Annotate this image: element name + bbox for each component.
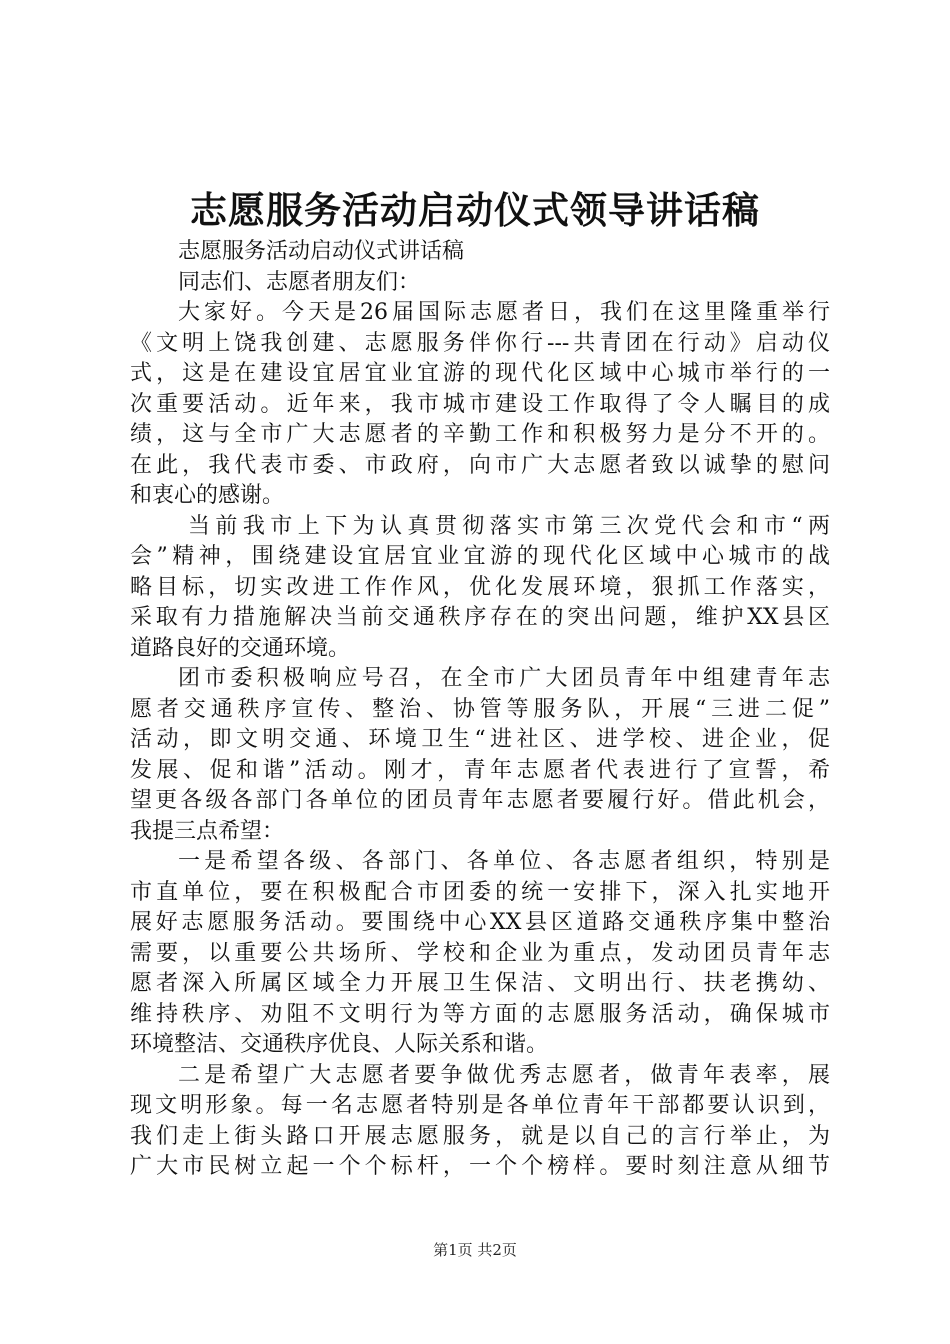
text-line: 大家好。今天是26届国际志愿者日，我们在这里隆重举行: [178, 300, 830, 325]
text-line: 维持秩序、劝阻不文明行为等方面的志愿服务活动，确保城市: [130, 1001, 830, 1027]
text-line: 式，这是在建设宜居宜业宜游的现代化区域中心城市举行的一: [130, 361, 830, 386]
text-line: 环境整洁、交通秩序优良、人际关系和谐。: [130, 1032, 549, 1057]
text-line: 绩，这与全市广大志愿者的辛勤工作和积极努力是分不开的。: [130, 422, 830, 447]
page-indicator: 第1页 共2页: [433, 1241, 517, 1259]
text-line: 《文明上饶我创建、志愿服务伴你行---共青团在行动》启动仪: [130, 330, 830, 356]
text-line: 会”精神，围绕建设宜居宜业宜游的现代化区域中心城市的战: [130, 544, 830, 569]
text-line: 我们走上街头路口开展志愿服务，就是以自己的言行举止，为: [130, 1123, 830, 1149]
document-body: [130, 237, 830, 1183]
text-line: 愿者深入所属区域全力开展卫生保洁、文明出行、扶老携幼、: [130, 971, 830, 996]
text-line: 发展、促和谐”活动。刚才，青年志愿者代表进行了宣誓，希: [130, 757, 830, 783]
text-line: 我提三点希望：: [130, 818, 285, 844]
text-line: 略目标，切实改进工作作风，优化发展环境，狠抓工作落实，: [130, 574, 830, 600]
text-line: 需要，以重要公共场所、学校和企业为重点，发动团员青年志: [130, 940, 830, 966]
text-line: 道路良好的交通环境。: [130, 635, 351, 661]
text-line: 广大市民树立起一个个标杆，一个个榜样。要时刻注意从细节: [130, 1154, 830, 1179]
text-line: 采取有力措施解决当前交通秩序存在的突出问题，维护XX县区: [130, 605, 830, 630]
text-line: 次重要活动。近年来，我市城市建设工作取得了令人瞩目的成: [130, 391, 830, 417]
text-line: 当前我市上下为认真贯彻落实市第三次党代会和市“两: [188, 513, 830, 539]
text-line: 和衷心的感谢。: [130, 483, 285, 508]
text-line: 现文明形象。每一名志愿者特别是各单位青年干部都要认识到，: [130, 1093, 830, 1118]
text-line: 望更各级各部门各单位的团员青年志愿者要履行好。借此机会，: [130, 788, 830, 813]
text-line: 二是希望广大志愿者要争做优秀志愿者，做青年表率，展: [178, 1062, 830, 1088]
text-line: 志愿服务活动启动仪式讲话稿: [178, 239, 465, 264]
text-line: 一是希望各级、各部门、各单位、各志愿者组织，特别是: [178, 849, 830, 874]
text-line: 愿者交通秩序宣传、整治、协管等服务队，开展“三进二促”: [130, 696, 830, 722]
text-line: 展好志愿服务活动。要围绕中心XX县区道路交通秩序集中整治: [130, 910, 830, 935]
document-title: 志愿服务活动启动仪式领导讲话稿: [190, 188, 760, 232]
text-line: 在此，我代表市委、市政府，向市广大志愿者致以诚挚的慰问: [130, 452, 830, 478]
text-line: 团市委积极响应号召，在全市广大团员青年中组建青年志: [178, 666, 830, 691]
text-line: 同志们、志愿者朋友们：: [178, 269, 421, 295]
text-line: 活动，即文明交通、环境卫生“进社区、进学校、进企业，促: [130, 727, 830, 752]
text-line: 市直单位，要在积极配合市团委的统一安排下，深入扎实地开: [130, 879, 830, 905]
